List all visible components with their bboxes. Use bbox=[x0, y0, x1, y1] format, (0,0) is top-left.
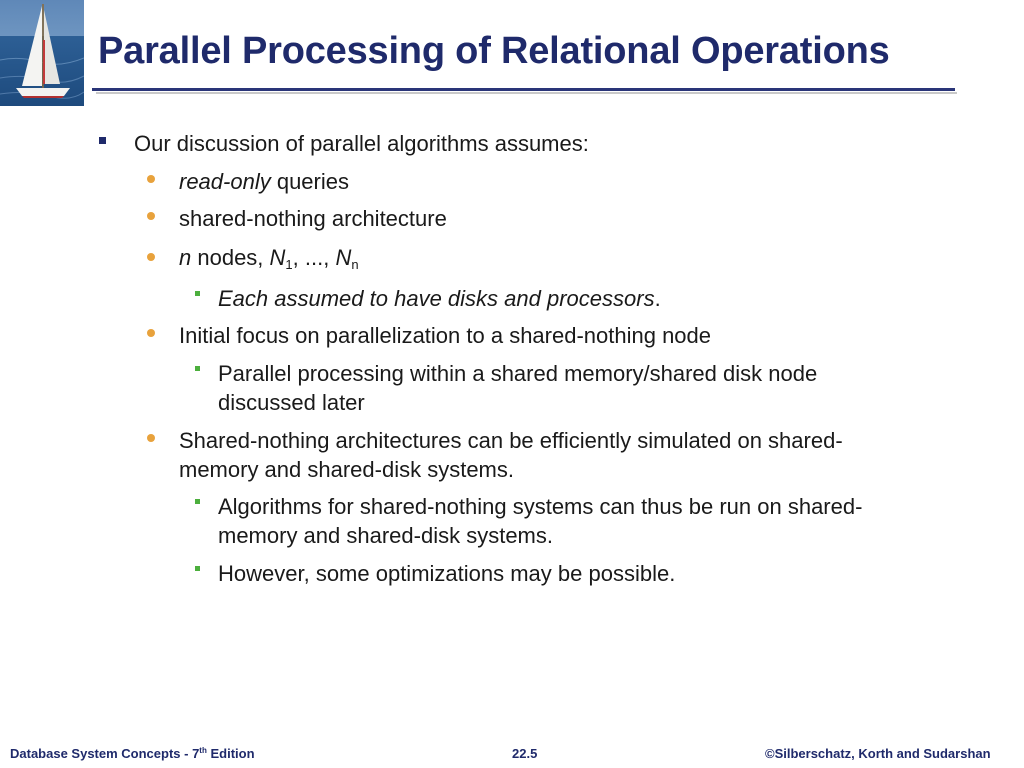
footer-page-number: 22.5 bbox=[512, 746, 538, 761]
level2-bullet-icon bbox=[147, 253, 155, 261]
bullet-parallel-within-line2: discussed later bbox=[218, 390, 365, 415]
level3-bullet-icon bbox=[195, 499, 200, 504]
level2-bullet-icon bbox=[147, 212, 155, 220]
level2-bullet-icon bbox=[147, 175, 155, 183]
bullet-algorithms-line1: Algorithms for shared-nothing systems can thus be run on shared- bbox=[218, 494, 863, 519]
slide-title: Parallel Processing of Relational Operations bbox=[98, 30, 890, 72]
level3-bullet-icon bbox=[195, 291, 200, 296]
bullet-simulated-line1: Shared-nothing architectures can be efficiently simulated on shared- bbox=[179, 428, 843, 453]
bullet-algorithms-line2: memory and shared-disk systems. bbox=[218, 523, 553, 548]
bullet-n-nodes: n nodes, $N_1$, ..., $N_n$ bbox=[179, 245, 359, 272]
footer-left: Database System Concepts - 7th Edition bbox=[10, 746, 255, 761]
bullet-parallel-within-line1: Parallel processing within a shared memory/shared disk node bbox=[218, 361, 818, 386]
bullet-initial-focus: Initial focus on parallelization to a shared-nothing node bbox=[179, 323, 712, 348]
bullet-optimizations: However, some optimizations may be possible. bbox=[218, 561, 676, 586]
footer-copyright: ©Silberschatz, Korth and Sudarshan bbox=[765, 746, 991, 761]
bullet-assumptions: Our discussion of parallel algorithms assumes: bbox=[134, 131, 589, 156]
bullet-disks-processors: Each assumed to have disks and processors. bbox=[218, 286, 661, 311]
level3-bullet-icon bbox=[195, 566, 200, 571]
level2-bullet-icon bbox=[147, 434, 155, 442]
bullet-simulated-line2: memory and shared-disk systems. bbox=[179, 457, 514, 482]
bullet-read-only: read-only queries bbox=[179, 169, 349, 194]
level3-bullet-icon bbox=[195, 366, 200, 371]
level1-bullet-icon bbox=[99, 137, 106, 144]
level2-bullet-icon bbox=[147, 329, 155, 337]
bullet-shared-nothing: shared-nothing architecture bbox=[179, 206, 447, 231]
